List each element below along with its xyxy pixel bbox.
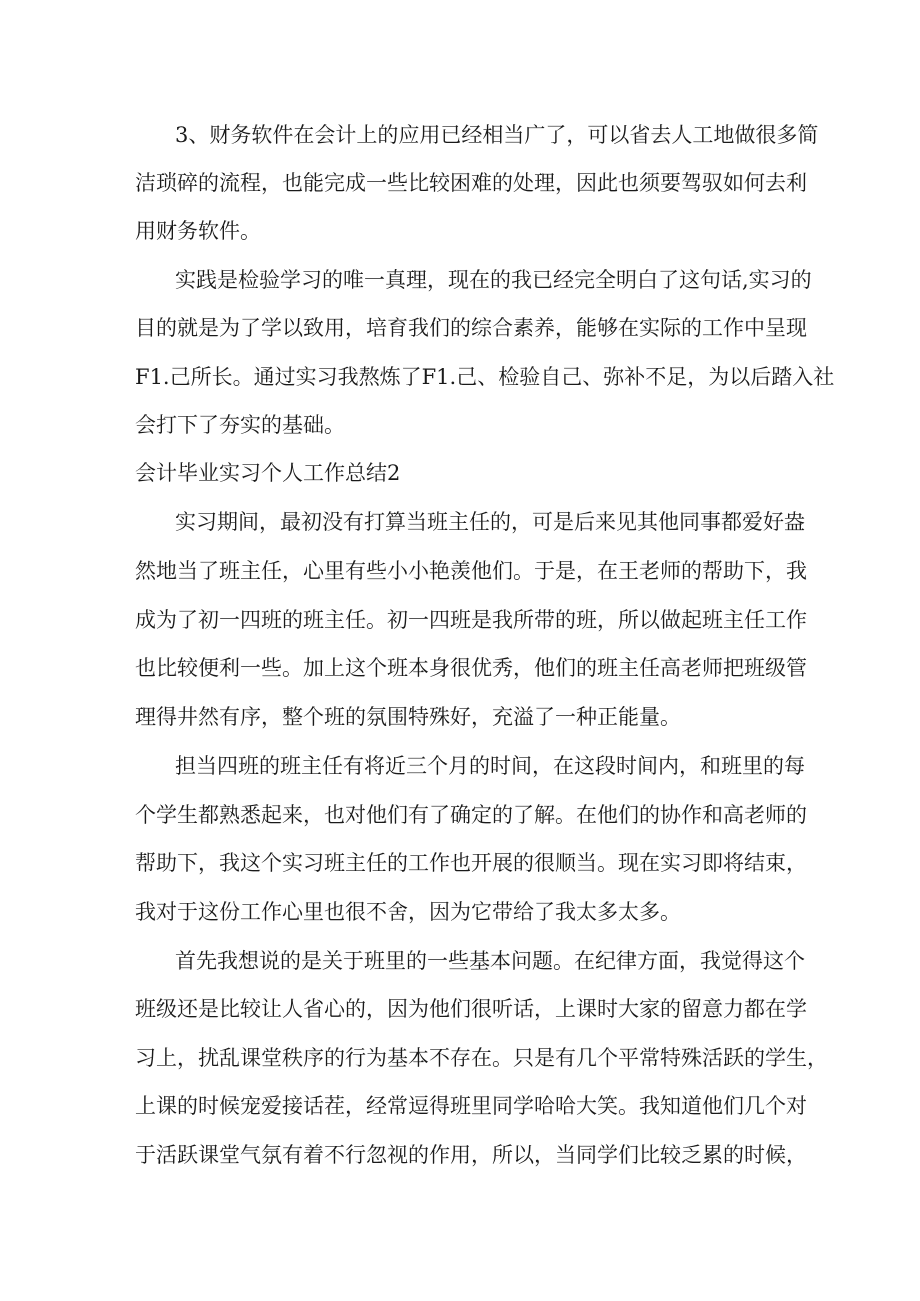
- text-line: 然地当了班主任，心里有些小小艳羡他们。于是，在王老师的帮助下，我: [135, 559, 807, 583]
- text-line: 洁琐碎的流程，也能完成一些比较困难的处理，因此也须要驾驭如何去利: [135, 171, 807, 195]
- text-line: 习上，扰乱课堂秩序的行为基本不存在。只是有几个平常特殊活跃的学生，: [135, 1046, 828, 1070]
- text-line: 用财务软件。: [135, 219, 261, 243]
- text-line: 理得井然有序，整个班的氛围特殊好，充溢了一种正能量。: [135, 705, 681, 729]
- text-line: 班级还是比较让人省心的，因为他们很听话，上课时大家的留意力都在学: [135, 997, 807, 1021]
- section-heading: 会计毕业实习个人工作总结2: [135, 461, 401, 485]
- text-line: 成为了初一四班的班主任。初一四班是我所带的班，所以做起班主任工作: [135, 608, 807, 632]
- text-line: F1.己所长。通过实习我熬炼了F1.己、检验自己、弥补不足，为以后踏入社: [135, 365, 835, 389]
- text-line: 个学生都熟悉起来，也对他们有了确定的了解。在他们的协作和高老师的: [135, 803, 807, 827]
- text-line: 帮助下，我这个实习班主任的工作也开展的很顺当。现在实习即将结束，: [135, 851, 807, 875]
- text-line: 担当四班的班主任有将近三个月的时间，在这段时间内，和班里的每: [175, 754, 805, 778]
- text-line: 首先我想说的是关于班里的一些基本问题。在纪律方面，我觉得这个: [175, 949, 805, 973]
- text-line: 实习期间，最初没有打算当班主任的，可是后来见其他同事都爱好盎: [175, 510, 805, 534]
- text-line: 3、财务软件在会计上的应用已经相当广了，可以省去人工地做很多简: [175, 123, 819, 147]
- text-line: 于活跃课堂气氛有着不行忽视的作用，所以，当同学们比较乏累的时候，: [135, 1143, 807, 1167]
- text-line: 实践是检验学习的唯一真理，现在的我已经完全明白了这句话,实习的: [175, 268, 812, 292]
- text-line: 会打下了夯实的基础。: [135, 413, 345, 437]
- text-line: 上课的时候宠爱接话茬，经常逗得班里同学哈哈大笑。我知道他们几个对: [135, 1094, 807, 1118]
- text-line: 目的就是为了学以致用，培育我们的综合素养，能够在实际的工作中呈现: [135, 316, 807, 340]
- text-line: 我对于这份工作心里也很不舍，因为它带给了我太多太多。: [135, 900, 681, 924]
- text-line: 也比较便利一些。加上这个班本身很优秀，他们的班主任高老师把班级管: [135, 656, 807, 680]
